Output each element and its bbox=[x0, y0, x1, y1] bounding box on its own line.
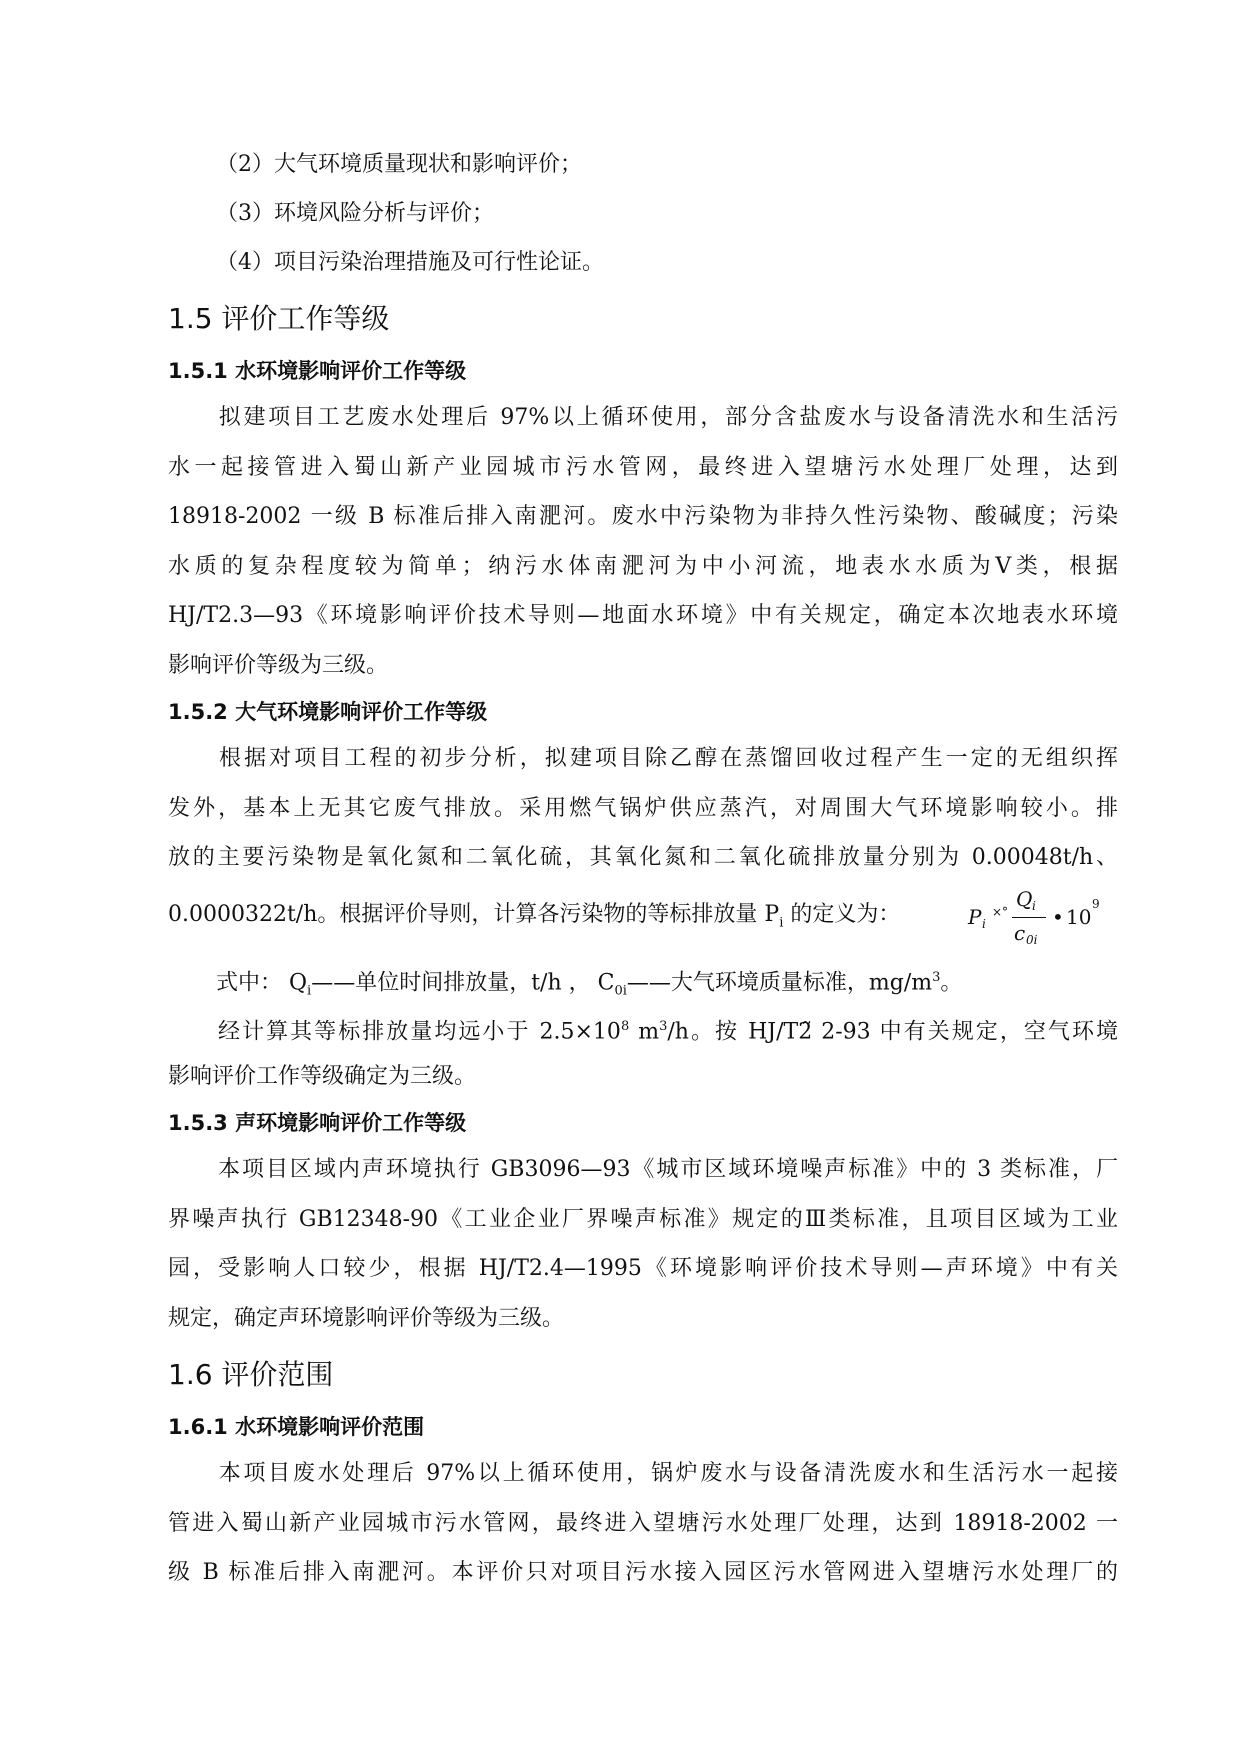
formula-intro-text: 0.0000322t/h。根据评价导则，计算各污染物的等标排放量 $P_i$ 的定义为： bbox=[168, 901, 901, 930]
paragraph-air-level bbox=[168, 734, 1118, 883]
text-line: 界噪声执行 GB12348-90《工业企业厂界噪声标准》规定的Ⅲ类标准，且项目区域为工业 bbox=[168, 1206, 1118, 1232]
text-line: 园，受影响人口较少，根据 HJ/T2.4—1995《环境影响评价技术导则—声环境》中有关 bbox=[168, 1256, 1118, 1281]
text-line: 根据对项目工程的初步分析，拟建项目除乙醇在蒸馏回收过程产生一定的无组织挥 bbox=[216, 746, 1118, 771]
list-item bbox=[168, 238, 1118, 287]
subsection-heading-1-5-3: 1.5.3 声环境影响评价工作等级 bbox=[168, 1111, 467, 1135]
list-number: （3） bbox=[216, 201, 274, 226]
text-line: 拟建项目工艺废水处理后 97%以上循环使用，部分含盐废水与设备清洗水和生活污 bbox=[216, 405, 1118, 430]
formula-line bbox=[168, 883, 1118, 953]
list-text: 项目污染治理措施及可行性论证。 bbox=[274, 250, 605, 275]
subsection-heading-1-6-1: 1.6.1 水环境影响评价范围 bbox=[168, 1415, 425, 1439]
section-heading-1-5: 1.5 评价工作等级 bbox=[168, 302, 390, 335]
paragraph-air-where bbox=[168, 953, 1118, 1102]
list-text: 环境风险分析与评价； bbox=[274, 201, 495, 226]
subsection-heading-1-5-1: 1.5.1 水环境影响评价工作等级 bbox=[168, 359, 467, 383]
text-line: 经计算其等标排放量均远小于 $2.5\times 10^8$ $m^3/h$。按 HJ/T2̃ 2-93 中有关规定，空气环境 bbox=[216, 1019, 1118, 1045]
paragraph-water-level bbox=[168, 393, 1118, 690]
document-page bbox=[168, 140, 1118, 1598]
fraction-bar bbox=[1012, 917, 1046, 919]
subsection-heading-1-5-2: 1.5.2 大气环境影响评价工作等级 bbox=[168, 700, 488, 724]
text-line: 18918-2002 一级 B 标准后排入南淝河。废水中污染物为非持久性污染物、酸碱度；污染 bbox=[168, 504, 1118, 529]
list-item bbox=[168, 189, 1118, 238]
text-line: 级 B 标准后排入南淝河。本评价只对项目污水接入园区污水管网进入望塘污水处理厂的 bbox=[168, 1560, 1118, 1585]
list-number: （4） bbox=[216, 250, 274, 275]
text-line: 水一起接管进入蜀山新产业园城市污水管网，最终进入望塘污水处理厂处理，达到 bbox=[168, 454, 1118, 480]
text-line: HJ/T2.3—93《环境影响评价技术导则—地面水环境》中有关规定，确定本次地表水环境 bbox=[168, 603, 1118, 628]
text-line: 水质的复杂程度较为简单；纳污水体南淝河为中小河流，地表水水质为Ⅴ类，根据 bbox=[168, 553, 1118, 579]
list-text: 大气环境质量现状和影响评价； bbox=[274, 152, 583, 177]
paragraph-water-scope bbox=[168, 1449, 1118, 1598]
text-line: 本项目废水处理后 97%以上循环使用，锅炉废水与设备清洗废水和生活污水一起接 bbox=[216, 1461, 1118, 1486]
text-line: 发外，基本上无其它废气排放。采用燃气锅炉供应蒸汽，对周围大气环境影响较小。排 bbox=[168, 795, 1118, 821]
text-line: 影响评价等级为三级。 bbox=[168, 652, 389, 678]
equivalent-emission-formula: P i ×° Q i c 0i • 10 9 bbox=[968, 886, 1100, 947]
list-item bbox=[168, 140, 1118, 189]
section-heading-1-6: 1.6 评价范围 bbox=[168, 1358, 334, 1391]
text-line: 本项目区域内声环境执行 GB3096—93《城市区域环境噪声标准》中的 3 类标准，厂 bbox=[216, 1157, 1118, 1182]
text-line: 规定，确定声环境影响评价等级为三级。 bbox=[168, 1305, 565, 1331]
text-line: 影响评价工作等级确定为三级。 bbox=[168, 1063, 477, 1089]
text-line: 放的主要污染物是氧化氮和二氧化硫，其氧化氮和二氧化硫排放量分别为 0.00048t/h、 bbox=[168, 845, 1118, 870]
list-number: （2） bbox=[216, 152, 274, 177]
text-line: 管进入蜀山新产业园城市污水管网，最终进入望塘污水处理厂处理，达到 18918-2002 一 bbox=[168, 1510, 1118, 1536]
paragraph-noise-level bbox=[168, 1145, 1118, 1343]
text-line: 式中： $Q_i——$单位时间排放量，t/h ， $C_{0i}——$大气环境质量标准，$mg/m^3$。 bbox=[216, 969, 963, 999]
